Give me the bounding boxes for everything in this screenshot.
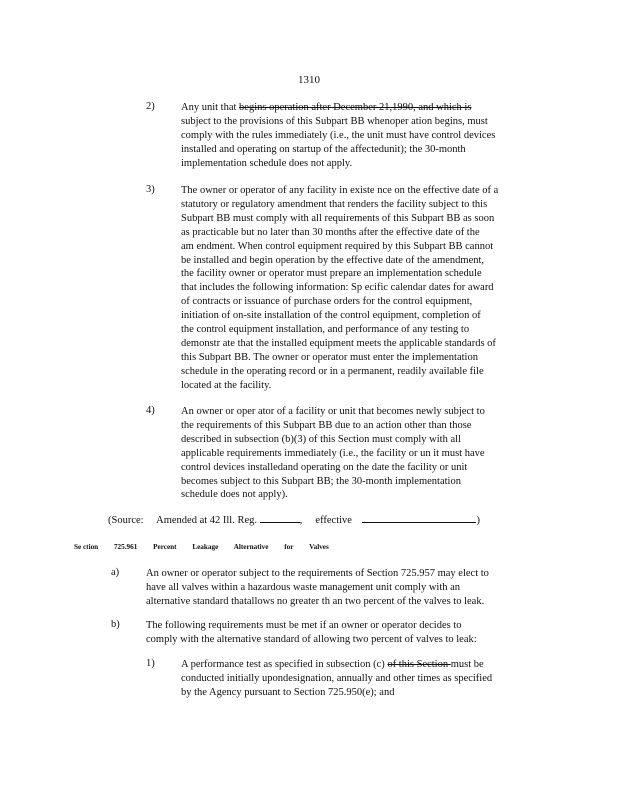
text-line: control devices installedand operating on the date the facility or unit	[181, 461, 468, 473]
text: must be	[450, 659, 484, 670]
section-title-word: Percent	[153, 543, 177, 551]
struck-text: of this Section	[387, 659, 451, 670]
text-line: subject to the provisions of this Subpart BB whenoper ation begins, must	[181, 115, 488, 127]
section-label: Se ction	[74, 543, 99, 551]
text-line: by the Agency pursuant to Section 725.950(e); and	[181, 686, 395, 698]
text-line: comply with the rules immediately (i.e., the unit must have control devices	[181, 129, 496, 141]
text-line: of contracts or issuance of purchase orders for the control equipment,	[181, 296, 473, 308]
subsection-b1-text	[181, 658, 536, 700]
item-number: 2)	[146, 101, 155, 112]
source-label: (Source:	[108, 515, 144, 526]
item-number: 3)	[146, 184, 155, 195]
subsection-number: a)	[111, 567, 120, 578]
text-line: am endment. When control equipment required by this Subpart BB cannot	[181, 240, 494, 252]
text-line: An owner or oper ator of a facility or unit that becomes newly subject to	[181, 406, 485, 417]
item-number: 4)	[146, 405, 155, 416]
text-line: applicable requirements immediately (i.e., the facility or un it must have	[181, 447, 485, 459]
section-title-word: Valves	[309, 543, 329, 551]
text-line: The following requirements must be met if an owner or operator decides to	[146, 620, 462, 631]
subsection-a-text	[146, 567, 538, 609]
section-number: 725.961	[113, 543, 138, 551]
text-line: alternative standard thatallows no greater th an two percent of the valves to leak.	[146, 595, 485, 607]
text-line: the control equipment installation, and performance of any testing to	[181, 324, 470, 336]
text-line: schedule does not apply).	[181, 489, 288, 501]
text-line: schedule in the operating record or in a permanent, readily available file	[181, 365, 484, 377]
blank-line	[362, 512, 476, 523]
subsection-b-text	[146, 619, 538, 647]
source-close: )	[476, 515, 480, 526]
text-line: An owner or operator subject to the requirements of Section 725.957 may elect to	[146, 568, 489, 579]
struck-text: begins operation after December 21,1990, and which is	[239, 102, 472, 113]
item-number: 1)	[146, 658, 155, 669]
text-line: described in subsection (b)(3) of this Section must comply with all	[181, 433, 461, 445]
text: Any unit that	[181, 102, 240, 113]
text-line: located at the facility.	[181, 379, 272, 391]
source-separator: ,	[299, 515, 303, 526]
text-line: Subpart BB must comply with all requirements of this Subpart BB as soon	[181, 212, 495, 224]
text-line: as practicable but no later than 30 months after the effective date of the	[181, 226, 480, 238]
text-line: the facility owner or operator must prepare an implementation schedule	[181, 268, 482, 280]
text-line	[181, 658, 536, 672]
text-line: the requirements of this Subpart BB due to an action other than those	[181, 419, 472, 431]
source-effective: effective	[315, 515, 352, 526]
text-line: The owner or operator of any facility in existe nce on the effective date of a	[181, 185, 499, 196]
text-line: becomes subject to this Subpart BB; the 30-month implementation	[181, 475, 461, 487]
section-title-word: Leakage	[192, 543, 219, 551]
text-line: that includes the following information: Sp ecific calendar dates for award	[181, 282, 494, 294]
item-4-text	[181, 405, 536, 502]
text-line: implementation schedule does not apply.	[181, 157, 353, 169]
section-title-word: Alternative	[233, 543, 269, 551]
source-text: Amended at 42 Ill. Reg.	[156, 515, 258, 526]
text-line: statutory or regulatory amendment that renders the facility subject to this	[181, 198, 488, 210]
item-3-text	[181, 184, 543, 393]
blank-line	[260, 512, 300, 523]
page-number: 1310	[298, 74, 320, 86]
text-line: demonstr ate that the installed equipment meets the applicable standards of	[181, 337, 496, 349]
source-note	[108, 512, 480, 526]
text-line	[181, 101, 538, 115]
text-line: initiation of on-site installation of the control equipment, completion of	[181, 310, 481, 322]
text: A performance test as specified in subsection (c)	[181, 659, 388, 670]
section-title-word: for	[284, 543, 294, 551]
item-2-text	[181, 101, 538, 171]
subsection-number: b)	[111, 619, 120, 630]
text-line: installed and operating on startup of the affectedunit); the 30-month	[181, 143, 466, 155]
text-line: comply with the alternative standard of allowing two percent of valves to leak:	[146, 633, 477, 645]
text-line: have all valves within a hazardous waste management unit comply with an	[146, 581, 461, 593]
text-line: conducted initially upondesignation, annually and other times as specified	[181, 672, 493, 684]
text-line: this Subpart BB. The owner or operator must enter the implementation	[181, 351, 478, 363]
text-line: be installed and begin operation by the effective date of the amendment,	[181, 254, 485, 266]
section-heading	[74, 543, 343, 551]
